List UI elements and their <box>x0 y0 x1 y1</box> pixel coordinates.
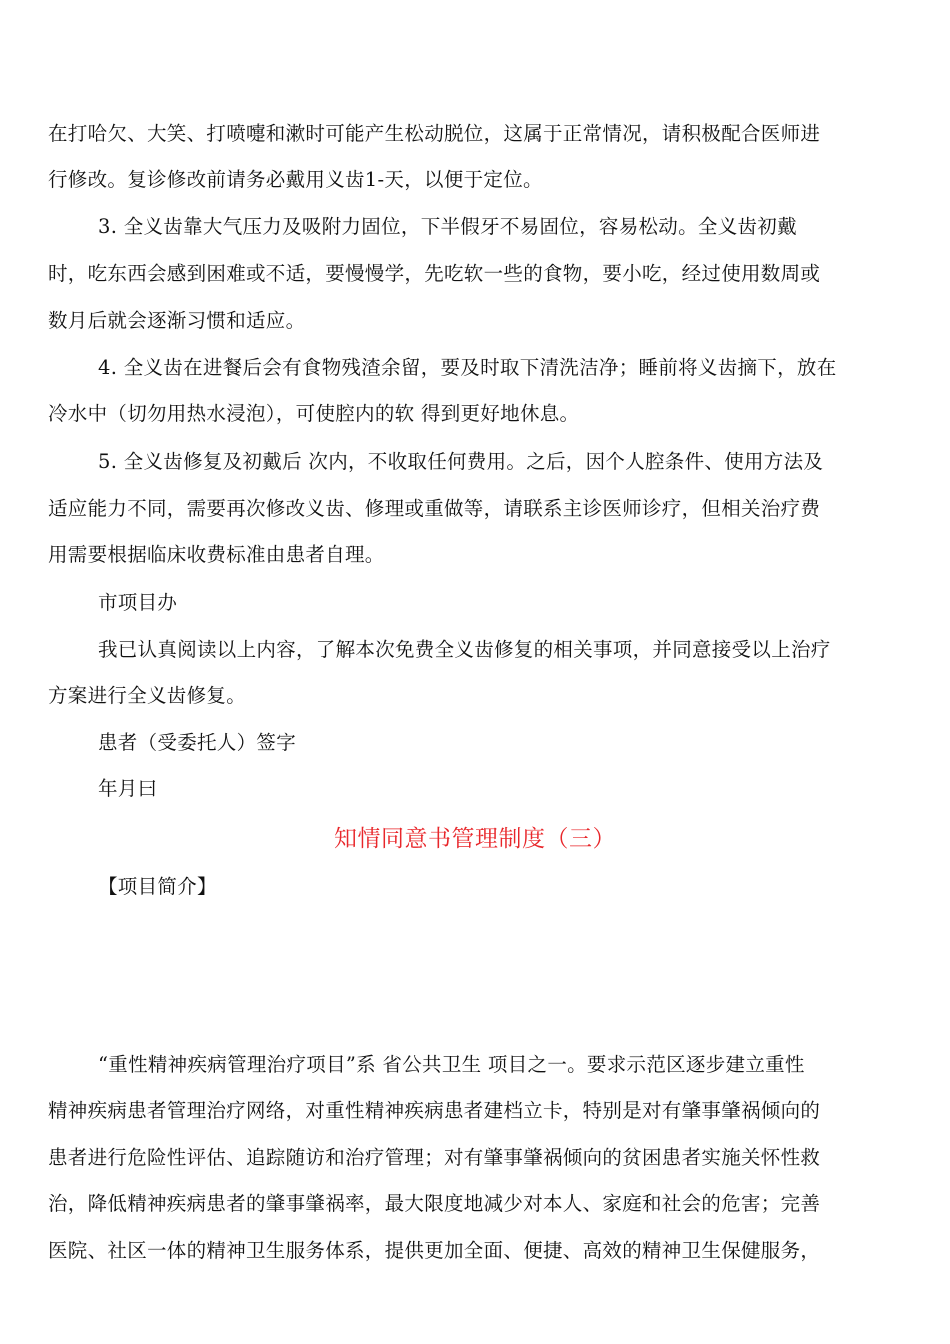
paragraph-line: 行修改。复诊修改前请务必戴用义齿1-天，以便于定位。 <box>48 168 543 191</box>
paragraph-line: 冷水中（切勿用热水浸泡），可使腔内的软 得到更好地休息。 <box>48 402 580 425</box>
paragraph-line: 时，吃东西会感到困难或不适，要慢慢学，先吃软一些的食物，要小吃，经过使用数周或 <box>48 262 821 285</box>
paragraph-line: 3. 全义齿靠大气压力及吸附力固位，下半假牙不易固位，容易松动。全义齿初戴 <box>98 215 797 238</box>
paragraph-line: 患者进行危险性评估、追踪随访和治疗管理；对有肇事肇祸倾向的贫困患者实施关怀性救 <box>48 1146 821 1169</box>
paragraph-line: 医院、社区一体的精神卫生服务体系，提供更加全面、便捷、高效的精神卫生保健服务， <box>48 1239 821 1262</box>
paragraph-line: 在打哈欠、大笑、打喷嚏和漱时可能产生松动脱位，这属于正常情况，请积极配合医师进 <box>48 122 821 145</box>
intro-heading: 【项目简介】 <box>98 875 217 898</box>
office-label: 市项目办 <box>98 591 178 614</box>
section-title: 知情同意书管理制度（三） <box>334 826 616 852</box>
paragraph-line: 用需要根据临床收费标准由患者自理。 <box>48 543 385 566</box>
paragraph-line: 数月后就会逐渐习惯和适应。 <box>48 309 306 332</box>
paragraph-line: 治，降低精神疾病患者的肇事肇祸率，最大限度地减少对本人、家庭和社会的危害；完善 <box>48 1192 821 1215</box>
paragraph-line: 4. 全义齿在进餐后会有食物残渣余留，要及时取下清洗洁净；睡前将义齿摘下，放在 <box>98 356 837 379</box>
consent-line: 我已认真阅读以上内容，了解本次免费全义齿修复的相关事项，并同意接受以上治疗 <box>98 638 831 661</box>
date-label: 年月曰 <box>98 777 158 800</box>
paragraph-line: 精神疾病患者管理治疗网络，对重性精神疾病患者建档立卡，特别是对有肇事肇祸倾向的 <box>48 1099 821 1122</box>
paragraph-line: “重性精神疾病管理治疗项目”系 省公共卫生 项目之一。要求示范区逐步建立重性 <box>98 1053 805 1076</box>
signature-label: 患者（受委托人）签字 <box>98 731 297 754</box>
paragraph-line: 5. 全义齿修复及初戴后 次内，不收取任何费用。之后，因个人腔条件、使用方法及 <box>98 450 824 473</box>
paragraph-line: 适应能力不同，需要再次修改义齿、修理或重做等，请联系主诊医师诊疗，但相关治疗费 <box>48 497 821 520</box>
consent-line: 方案进行全义齿修复。 <box>48 684 247 707</box>
